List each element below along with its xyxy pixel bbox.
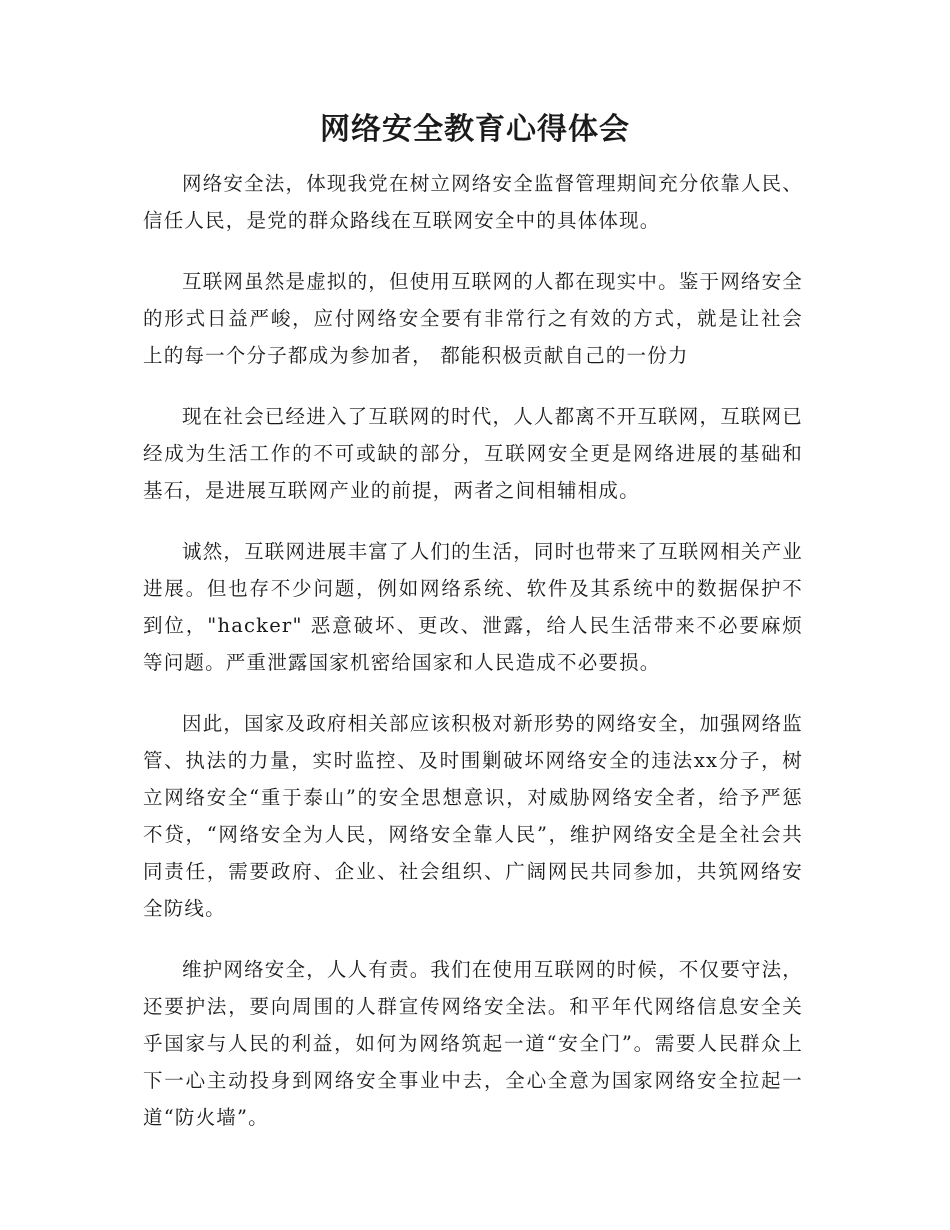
document-title: 网络安全教育心得体会 xyxy=(320,112,630,147)
paragraph-3: 现在社会已经进入了互联网的时代，人人都离不开互联网，互联网已经成为生活工作的不可或缺的部分，互联网安全更是网络进展的基础和基石，是进展互联网产业的前提，两者之间相辅相成。 xyxy=(143,405,804,502)
paragraph-1: 网络安全法，体现我党在树立网络安全监督管理期间充分依靠人民、信任人民，是党的群众路线在互联网安全中的具体体现。 xyxy=(143,172,804,232)
paragraph-5: 因此，国家及政府相关部应该积极对新形势的网络安全，加强网络监管、执法的力量，实时监控、及时围剿破坏网络安全的违法xx分子，树立网络安全“重于泰山”的安全思想意识，对威胁网络安全者，给予严惩不贷，“网络安全为人民，网络安全靠人民”，维护网络安全是全社会共同责任，需要政府、企业、社会组织、广阔网民共同参加，共筑网络安全防线。 xyxy=(143,712,804,920)
paragraph-2: 互联网虽然是虚拟的，但使用互联网的人都在现实中。鉴于网络安全的形式日益严峻，应付网络安全要有非常行之有效的方式，就是让社会上的每一个分子都成为参加者， 都能积极贡献自己的一份力 xyxy=(143,270,804,367)
document-body xyxy=(143,165,803,1160)
paragraph-4: 诚然，互联网进展丰富了人们的生活，同时也带来了互联网相关产业进展。但也存不少问题，例如网络系统、软件及其系统中的数据保护不到位，"hacker" 恶意破坏、更改、泄露，给人民生活带来不必要麻烦等问题。严重泄露国家机密给国家和人民造成不必要损。 xyxy=(143,540,804,674)
paragraph-6: 维护网络安全，人人有责。我们在使用互联网的时候，不仅要守法，还要护法，要向周围的人群宣传网络安全法。和平年代网络信息安全关乎国家与人民的利益，如何为网络筑起一道“安全门”。需要人民群众上下一心主动投身到网络安全事业中去，全心全意为国家网络安全拉起一道“防火墙”。 xyxy=(143,958,804,1129)
